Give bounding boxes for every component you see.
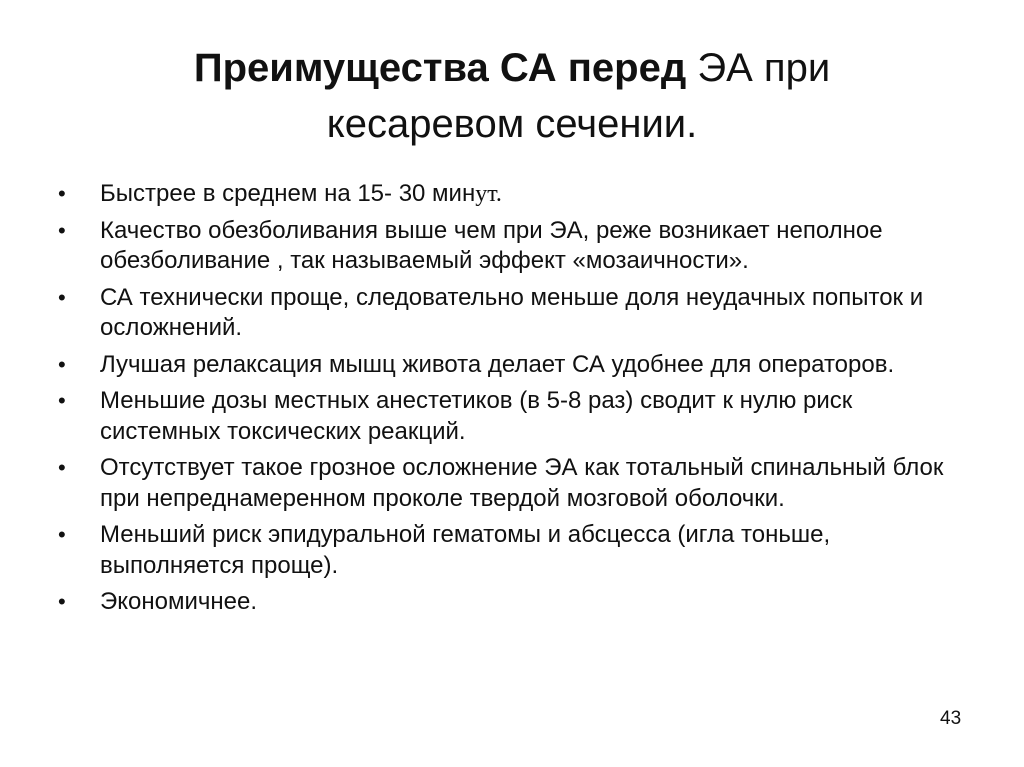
bullet-text-suffix: ут. — [475, 181, 502, 207]
bullet-item — [58, 216, 958, 277]
bullet-item — [58, 587, 958, 618]
bullet-item — [58, 520, 958, 581]
title-normal-part: ЭА при — [686, 46, 831, 90]
slide-title — [0, 40, 1024, 152]
bullet-icon: • — [58, 589, 66, 614]
title-line-2: кесаревом сечении. — [326, 102, 698, 146]
bullet-text — [100, 179, 958, 210]
bullet-item — [58, 283, 958, 344]
title-bold-part: Преимущества СА перед — [193, 46, 687, 90]
bullet-item — [58, 350, 958, 381]
bullet-icon: • — [58, 522, 66, 547]
bullet-list — [58, 179, 958, 624]
bullet-icon: • — [58, 284, 66, 310]
bullet-item — [58, 179, 958, 210]
bullet-text: СА технически проще, следовательно меньше доля неудачных попыток и осложнений. — [100, 283, 924, 341]
bullet-text-main: Быстрее в среднем на 15- 30 мин — [100, 180, 476, 207]
bullet-text: Лучшая релаксация мышц живота делает СА удобнее для операторов. — [100, 350, 895, 378]
bullet-text: Меньшие дозы местных анестетиков (в 5-8 раз) сводит к нулю риск системных токсических реакций. — [100, 387, 853, 445]
title-line-1 — [0, 40, 1024, 96]
bullet-icon: • — [58, 217, 66, 243]
bullet-icon: • — [58, 388, 66, 413]
bullet-item — [58, 386, 958, 447]
bullet-text: Отсутствует такое грозное осложнение ЭА как тотальный спинальный блок при непреднамеренном проколе твердой мозговой оболочки. — [100, 454, 944, 512]
bullet-icon: • — [58, 351, 66, 377]
bullet-icon: • — [58, 455, 66, 480]
bullet-icon: • — [58, 181, 66, 206]
bullet-text: Качество обезболивания выше чем при ЭА, реже возникает неполное обезболивание , так называемый эффект «мозаичности». — [100, 216, 883, 274]
bullet-text: Экономичнее. — [100, 588, 257, 615]
bullet-item — [58, 453, 958, 514]
page-number: 43 — [940, 708, 962, 729]
bullet-text: Меньший риск эпидуральной гематомы и абсцесса (игла тоньше, выполняется проще). — [100, 521, 831, 579]
